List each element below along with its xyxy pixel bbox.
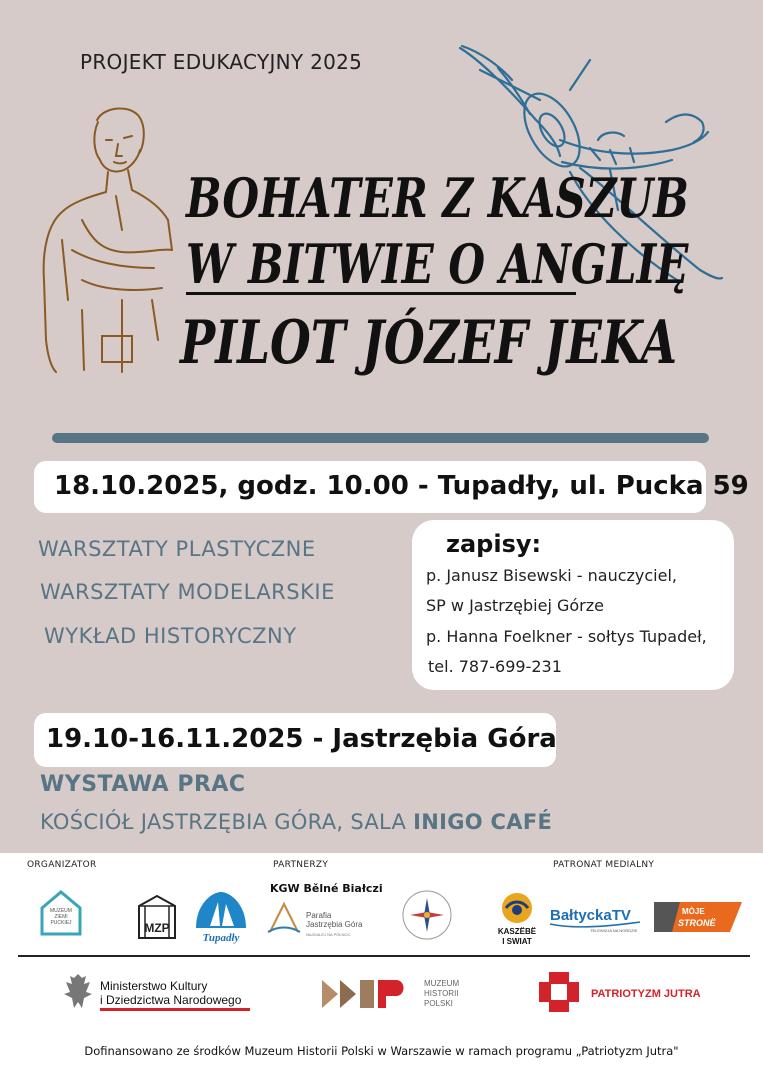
title-line-3: PILOT JÓZEF JEKA [180, 308, 678, 378]
exhibition-title: WYSTAWA PRAC [40, 772, 246, 797]
muzeum-historii-polski-logo [320, 974, 470, 1014]
title-line-1: BOHATER Z KASZUB [186, 166, 689, 230]
compass-seal-logo [400, 888, 454, 942]
mzp-logo [135, 894, 179, 940]
svg-text:i Dziedzictwa Narodowego: i Dziedzictwa Narodowego [100, 993, 242, 1007]
svg-text:KASZËBË: KASZËBË [497, 927, 537, 936]
workshop-item: WARSZTATY PLASTYCZNE [38, 537, 316, 561]
svg-text:I SWIAT: I SWIAT [502, 937, 532, 946]
svg-text:Tupadły: Tupadły [202, 932, 240, 944]
signup-line: tel. 787-699-231 [428, 657, 562, 676]
sponsor-divider [18, 955, 750, 957]
pilot-portrait-sketch [22, 100, 182, 380]
svg-text:MUZEUM: MUZEUM [424, 979, 460, 988]
title-line-2: W BITWIE O ANGLIĘ [186, 232, 689, 296]
organizer-label: ORGANIZATOR [27, 860, 97, 870]
moje-strone-logo [650, 900, 746, 934]
svg-text:Parafia: Parafia [306, 911, 332, 920]
kaszebe-i-swiat-logo [490, 888, 544, 948]
workshop-item: WARSZTATY MODELARSKIE [40, 580, 335, 604]
baltycka-tv-logo [548, 900, 644, 934]
kgw-name: KGW Bělné Białczi [270, 882, 383, 895]
workshop-item: WYKŁAD HISTORYCZNY [44, 624, 297, 648]
signup-title: zapisy: [446, 530, 542, 558]
event1-date-banner: 18.10.2025, godz. 10.00 - Tupadły, ul. Pucka 59 [34, 461, 706, 513]
svg-text:MÒJE: MÒJE [682, 907, 705, 916]
signup-line: p. Hanna Foelkner - sołtys Tupadeł, [426, 627, 707, 646]
svg-text:Ministerstwo Kultury: Ministerstwo Kultury [100, 979, 208, 993]
parafia-logo [266, 898, 386, 940]
svg-text:HISTORII: HISTORII [424, 989, 459, 998]
svg-text:POLSKI: POLSKI [424, 999, 453, 1008]
exhibition-venue [40, 810, 552, 834]
ministry-logo [60, 972, 260, 1014]
svg-text:TELEWIZJA NA NORDZIE: TELEWIZJA NA NORDZIE [590, 928, 638, 933]
svg-text:MZP: MZP [144, 921, 170, 935]
funding-note: Dofinansowano ze środków Muzeum Historii Polski w Warszawie w ramach programu „Patriotyzm Jutra" [84, 1044, 679, 1058]
polish-eagle-icon [64, 974, 92, 1008]
project-label: PROJEKT EDUKACYJNY 2025 [80, 50, 363, 74]
signup-line: SP w Jastrzębiej Górze [426, 596, 604, 615]
svg-text:Jastrzębia Góra: Jastrzębia Góra [306, 920, 363, 929]
svg-text:STRONË: STRONË [678, 918, 716, 928]
divider-bar [52, 433, 709, 443]
venue-highlight: INIGO CAFÉ [413, 810, 553, 834]
svg-text:PUCKIEJ: PUCKIEJ [50, 920, 72, 926]
svg-text:BałtyckaTV: BałtyckaTV [550, 907, 631, 924]
venue-text: KOŚCIÓŁ JASTRZĘBIA GÓRA, SALA [40, 810, 414, 834]
partners-label: PARTNERZY [273, 860, 329, 870]
media-label: PATRONAT MEDIALNY [553, 860, 655, 870]
patriotyzm-jutra-logo [537, 970, 717, 1014]
event2-date-banner: 19.10-16.11.2025 - Jastrzębia Góra [34, 713, 556, 767]
svg-text:ZIEMI: ZIEMI [54, 914, 68, 920]
signup-line: p. Janusz Bisewski - nauczyciel, [426, 566, 677, 585]
muzeum-ziemi-puckiej-logo [36, 886, 86, 942]
svg-text:PATRIOTYZM JUTRA: PATRIOTYZM JUTRA [591, 988, 701, 1000]
svg-text:MUZEUM: MUZEUM [50, 908, 72, 914]
svg-text:NAJDALEJ NA PÓŁNOC: NAJDALEJ NA PÓŁNOC [306, 932, 351, 937]
tupadly-logo [190, 890, 252, 944]
